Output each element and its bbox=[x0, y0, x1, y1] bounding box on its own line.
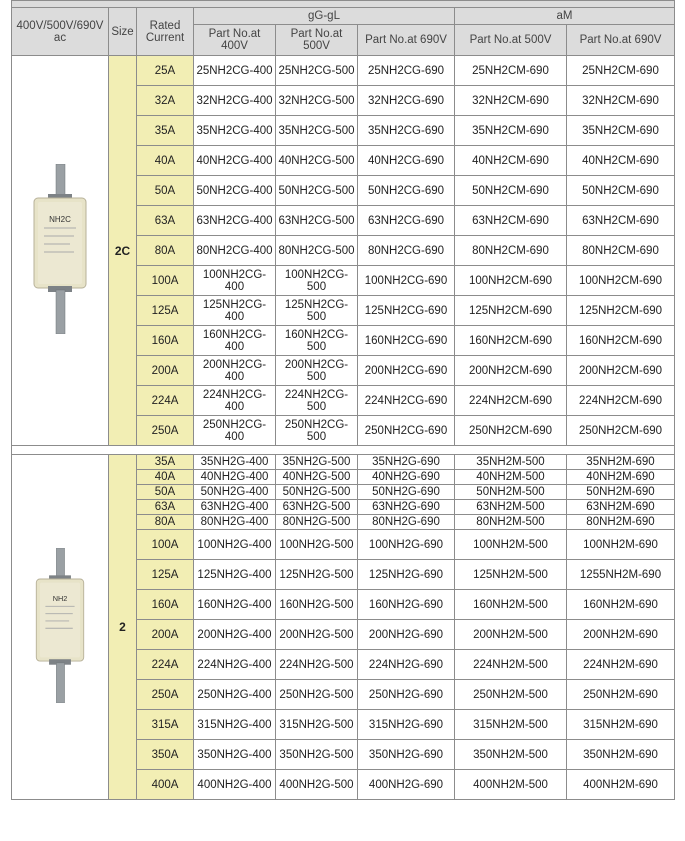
gg-500v-cell: 50NH2G-500 bbox=[276, 485, 358, 500]
gg-690v-cell: 50NH2CG-690 bbox=[358, 176, 455, 206]
rated-current-cell: 50A bbox=[137, 176, 194, 206]
gg-400v-header: Part No.at 400V bbox=[194, 25, 276, 56]
gg-400v-cell: 100NH2CG- 400 bbox=[194, 266, 276, 296]
gg-690v-cell: 224NH2G-690 bbox=[358, 650, 455, 680]
am-690v-cell: 315NH2M-690 bbox=[567, 710, 675, 740]
am-690v-cell: 200NH2CM-690 bbox=[567, 356, 675, 386]
gg-690v-cell: 250NH2G-690 bbox=[358, 680, 455, 710]
am-690v-cell: 63NH2M-690 bbox=[567, 500, 675, 515]
am-690v-cell: 40NH2CM-690 bbox=[567, 146, 675, 176]
am-500v-header: Part No.at 500V bbox=[455, 25, 567, 56]
gg-690v-cell: 160NH2G-690 bbox=[358, 590, 455, 620]
gg-500v-cell: 200NH2CG- 500 bbox=[276, 356, 358, 386]
am-500v-cell: 80NH2CM-690 bbox=[455, 236, 567, 266]
am-500v-cell: 100NH2M-500 bbox=[455, 530, 567, 560]
am-500v-cell: 224NH2M-500 bbox=[455, 650, 567, 680]
rated-current-cell: 224A bbox=[137, 650, 194, 680]
am-690v-header: Part No.at 690V bbox=[567, 25, 675, 56]
gg-400v-cell: 125NH2CG- 400 bbox=[194, 296, 276, 326]
gg-690v-cell: 200NH2G-690 bbox=[358, 620, 455, 650]
am-690v-cell: 80NH2M-690 bbox=[567, 515, 675, 530]
gg-690v-cell: 50NH2G-690 bbox=[358, 485, 455, 500]
rated-current-cell: 200A bbox=[137, 620, 194, 650]
gg-400v-cell: 350NH2G-400 bbox=[194, 740, 276, 770]
rated-current-cell: 350A bbox=[137, 740, 194, 770]
gg-400v-cell: 35NH2G-400 bbox=[194, 455, 276, 470]
gg-400v-cell: 100NH2G-400 bbox=[194, 530, 276, 560]
gg-690v-cell: 125NH2G-690 bbox=[358, 560, 455, 590]
separator-cell bbox=[12, 446, 675, 455]
gg-400v-cell: 25NH2CG-400 bbox=[194, 56, 276, 86]
am-500v-cell: 250NH2M-500 bbox=[455, 680, 567, 710]
am-500v-cell: 200NH2M-500 bbox=[455, 620, 567, 650]
gg-690v-cell: 100NH2G-690 bbox=[358, 530, 455, 560]
am-690v-cell: 40NH2M-690 bbox=[567, 470, 675, 485]
rated-current-cell: 35A bbox=[137, 116, 194, 146]
rated-current-cell: 250A bbox=[137, 416, 194, 446]
gg-400v-cell: 250NH2G-400 bbox=[194, 680, 276, 710]
am-690v-cell: 100NH2M-690 bbox=[567, 530, 675, 560]
am-500v-cell: 200NH2CM-690 bbox=[455, 356, 567, 386]
gg-400v-cell: 224NH2CG- 400 bbox=[194, 386, 276, 416]
rated-current-cell: 80A bbox=[137, 236, 194, 266]
am-690v-cell: 25NH2CM-690 bbox=[567, 56, 675, 86]
gg-500v-cell: 315NH2G-500 bbox=[276, 710, 358, 740]
gg-400v-cell: 160NH2G-400 bbox=[194, 590, 276, 620]
gg-690v-cell: 200NH2CG-690 bbox=[358, 356, 455, 386]
gg-500v-cell: 25NH2CG-500 bbox=[276, 56, 358, 86]
gg-group-header: gG-gL bbox=[194, 8, 455, 25]
am-690v-cell: 50NH2M-690 bbox=[567, 485, 675, 500]
gg-500v-cell: 200NH2G-500 bbox=[276, 620, 358, 650]
gg-500v-cell: 63NH2CG-500 bbox=[276, 206, 358, 236]
am-690v-cell: 63NH2CM-690 bbox=[567, 206, 675, 236]
gg-690v-cell: 250NH2CG-690 bbox=[358, 416, 455, 446]
gg-400v-cell: 125NH2G-400 bbox=[194, 560, 276, 590]
gg-500v-cell: 224NH2CG- 500 bbox=[276, 386, 358, 416]
gg-400v-cell: 50NH2CG-400 bbox=[194, 176, 276, 206]
rated-current-cell: 63A bbox=[137, 206, 194, 236]
am-500v-cell: 160NH2CM-690 bbox=[455, 326, 567, 356]
gg-400v-cell: 315NH2G-400 bbox=[194, 710, 276, 740]
rated-current-cell: 160A bbox=[137, 590, 194, 620]
am-690v-cell: 250NH2M-690 bbox=[567, 680, 675, 710]
am-690v-cell: 1255NH2M-690 bbox=[567, 560, 675, 590]
am-500v-cell: 50NH2CM-690 bbox=[455, 176, 567, 206]
fuse-icon bbox=[30, 164, 90, 334]
gg-500v-cell: 50NH2CG-500 bbox=[276, 176, 358, 206]
gg-500v-cell: 63NH2G-500 bbox=[276, 500, 358, 515]
gg-690v-cell: 80NH2G-690 bbox=[358, 515, 455, 530]
am-690v-cell: 200NH2M-690 bbox=[567, 620, 675, 650]
rated-current-cell: 35A bbox=[137, 455, 194, 470]
gg-690v-header: Part No.at 690V bbox=[358, 25, 455, 56]
gg-690v-cell: 350NH2G-690 bbox=[358, 740, 455, 770]
gg-500v-cell: 40NH2CG-500 bbox=[276, 146, 358, 176]
rated-current-cell: 160A bbox=[137, 326, 194, 356]
gg-400v-cell: 200NH2CG- 400 bbox=[194, 356, 276, 386]
am-500v-cell: 32NH2CM-690 bbox=[455, 86, 567, 116]
fuse-icon bbox=[30, 548, 90, 703]
gg-500v-cell: 100NH2G-500 bbox=[276, 530, 358, 560]
am-500v-cell: 25NH2CM-690 bbox=[455, 56, 567, 86]
header-top-cell bbox=[12, 1, 675, 8]
gg-400v-cell: 50NH2G-400 bbox=[194, 485, 276, 500]
am-500v-cell: 125NH2M-500 bbox=[455, 560, 567, 590]
fuse-image bbox=[12, 455, 109, 800]
gg-500v-cell: 100NH2CG- 500 bbox=[276, 266, 358, 296]
gg-500v-cell: 125NH2CG- 500 bbox=[276, 296, 358, 326]
size-cell: 2C bbox=[109, 56, 137, 446]
header-top-line bbox=[12, 1, 675, 8]
header-row-1 bbox=[12, 8, 675, 25]
am-690v-cell: 100NH2CM-690 bbox=[567, 266, 675, 296]
gg-500v-header: Part No.at 500V bbox=[276, 25, 358, 56]
am-690v-cell: 80NH2CM-690 bbox=[567, 236, 675, 266]
gg-400v-cell: 160NH2CG- 400 bbox=[194, 326, 276, 356]
size-cell: 2 bbox=[109, 455, 137, 800]
gg-500v-cell: 35NH2CG-500 bbox=[276, 116, 358, 146]
gg-500v-cell: 250NH2CG- 500 bbox=[276, 416, 358, 446]
am-500v-cell: 100NH2CM-690 bbox=[455, 266, 567, 296]
table-row bbox=[12, 455, 675, 470]
table-row bbox=[12, 56, 675, 86]
rated-current-cell: 250A bbox=[137, 680, 194, 710]
gg-400v-cell: 63NH2CG-400 bbox=[194, 206, 276, 236]
svg-text:NH2: NH2 bbox=[52, 593, 68, 603]
gg-400v-cell: 40NH2G-400 bbox=[194, 470, 276, 485]
gg-400v-cell: 80NH2G-400 bbox=[194, 515, 276, 530]
am-500v-cell: 160NH2M-500 bbox=[455, 590, 567, 620]
gg-690v-cell: 125NH2CG-690 bbox=[358, 296, 455, 326]
am-500v-cell: 63NH2M-500 bbox=[455, 500, 567, 515]
rated-current-cell: 80A bbox=[137, 515, 194, 530]
gg-400v-cell: 80NH2CG-400 bbox=[194, 236, 276, 266]
gg-690v-cell: 40NH2CG-690 bbox=[358, 146, 455, 176]
am-500v-cell: 35NH2CM-690 bbox=[455, 116, 567, 146]
gg-500v-cell: 35NH2G-500 bbox=[276, 455, 358, 470]
gg-400v-cell: 40NH2CG-400 bbox=[194, 146, 276, 176]
rated-current-cell: 100A bbox=[137, 266, 194, 296]
gg-400v-cell: 32NH2CG-400 bbox=[194, 86, 276, 116]
fuse-part-table bbox=[11, 0, 675, 800]
rated-current-cell: 400A bbox=[137, 770, 194, 800]
gg-690v-cell: 63NH2CG-690 bbox=[358, 206, 455, 236]
fuse-table-container bbox=[11, 0, 674, 800]
rated-current-cell: 25A bbox=[137, 56, 194, 86]
gg-400v-cell: 200NH2G-400 bbox=[194, 620, 276, 650]
gg-400v-cell: 250NH2CG- 400 bbox=[194, 416, 276, 446]
rated-current-cell: 224A bbox=[137, 386, 194, 416]
am-500v-cell: 40NH2M-500 bbox=[455, 470, 567, 485]
am-690v-cell: 350NH2M-690 bbox=[567, 740, 675, 770]
rated-current-header: Rated Current bbox=[137, 8, 194, 56]
am-690v-cell: 224NH2M-690 bbox=[567, 650, 675, 680]
am-500v-cell: 224NH2CM-690 bbox=[455, 386, 567, 416]
gg-690v-cell: 100NH2CG-690 bbox=[358, 266, 455, 296]
gg-500v-cell: 250NH2G-500 bbox=[276, 680, 358, 710]
gg-400v-cell: 63NH2G-400 bbox=[194, 500, 276, 515]
gg-690v-cell: 80NH2CG-690 bbox=[358, 236, 455, 266]
gg-500v-cell: 224NH2G-500 bbox=[276, 650, 358, 680]
am-690v-cell: 224NH2CM-690 bbox=[567, 386, 675, 416]
am-500v-cell: 315NH2M-500 bbox=[455, 710, 567, 740]
rated-current-cell: 125A bbox=[137, 296, 194, 326]
rated-current-cell: 40A bbox=[137, 146, 194, 176]
am-690v-cell: 50NH2CM-690 bbox=[567, 176, 675, 206]
am-500v-cell: 250NH2CM-690 bbox=[455, 416, 567, 446]
gg-690v-cell: 315NH2G-690 bbox=[358, 710, 455, 740]
rated-current-cell: 50A bbox=[137, 485, 194, 500]
gg-690v-cell: 35NH2G-690 bbox=[358, 455, 455, 470]
fuse-image bbox=[12, 56, 109, 446]
rated-current-cell: 63A bbox=[137, 500, 194, 515]
am-690v-cell: 160NH2CM-690 bbox=[567, 326, 675, 356]
gg-500v-cell: 125NH2G-500 bbox=[276, 560, 358, 590]
gg-690v-cell: 35NH2CG-690 bbox=[358, 116, 455, 146]
am-500v-cell: 40NH2CM-690 bbox=[455, 146, 567, 176]
gg-500v-cell: 350NH2G-500 bbox=[276, 740, 358, 770]
gg-500v-cell: 40NH2G-500 bbox=[276, 470, 358, 485]
am-690v-cell: 125NH2CM-690 bbox=[567, 296, 675, 326]
gg-500v-cell: 160NH2CG- 500 bbox=[276, 326, 358, 356]
gg-400v-cell: 224NH2G-400 bbox=[194, 650, 276, 680]
size-header: Size bbox=[109, 8, 137, 56]
am-500v-cell: 50NH2M-500 bbox=[455, 485, 567, 500]
gg-690v-cell: 400NH2G-690 bbox=[358, 770, 455, 800]
rated-current-cell: 315A bbox=[137, 710, 194, 740]
gg-690v-cell: 160NH2CG-690 bbox=[358, 326, 455, 356]
gg-500v-cell: 160NH2G-500 bbox=[276, 590, 358, 620]
rated-current-cell: 125A bbox=[137, 560, 194, 590]
am-690v-cell: 400NH2M-690 bbox=[567, 770, 675, 800]
rated-current-cell: 100A bbox=[137, 530, 194, 560]
gg-500v-cell: 80NH2G-500 bbox=[276, 515, 358, 530]
am-690v-cell: 35NH2CM-690 bbox=[567, 116, 675, 146]
gg-500v-cell: 80NH2CG-500 bbox=[276, 236, 358, 266]
gg-500v-cell: 32NH2CG-500 bbox=[276, 86, 358, 116]
am-500v-cell: 80NH2M-500 bbox=[455, 515, 567, 530]
am-500v-cell: 125NH2CM-690 bbox=[455, 296, 567, 326]
svg-text:NH2C: NH2C bbox=[49, 215, 71, 224]
gg-690v-cell: 224NH2CG-690 bbox=[358, 386, 455, 416]
am-500v-cell: 35NH2M-500 bbox=[455, 455, 567, 470]
rated-current-cell: 200A bbox=[137, 356, 194, 386]
gg-400v-cell: 400NH2G-400 bbox=[194, 770, 276, 800]
voltage-header: 400V/500V/690V ac bbox=[12, 8, 109, 56]
gg-690v-cell: 63NH2G-690 bbox=[358, 500, 455, 515]
gg-400v-cell: 35NH2CG-400 bbox=[194, 116, 276, 146]
am-500v-cell: 63NH2CM-690 bbox=[455, 206, 567, 236]
table-body bbox=[12, 56, 675, 800]
am-690v-cell: 32NH2CM-690 bbox=[567, 86, 675, 116]
am-500v-cell: 400NH2M-500 bbox=[455, 770, 567, 800]
am-690v-cell: 250NH2CM-690 bbox=[567, 416, 675, 446]
table-header bbox=[12, 1, 675, 56]
rated-current-cell: 32A bbox=[137, 86, 194, 116]
gg-500v-cell: 400NH2G-500 bbox=[276, 770, 358, 800]
gg-690v-cell: 32NH2CG-690 bbox=[358, 86, 455, 116]
group-separator bbox=[12, 446, 675, 455]
am-690v-cell: 160NH2M-690 bbox=[567, 590, 675, 620]
gg-690v-cell: 40NH2G-690 bbox=[358, 470, 455, 485]
rated-current-cell: 40A bbox=[137, 470, 194, 485]
am-group-header: aM bbox=[455, 8, 675, 25]
am-690v-cell: 35NH2M-690 bbox=[567, 455, 675, 470]
am-500v-cell: 350NH2M-500 bbox=[455, 740, 567, 770]
gg-690v-cell: 25NH2CG-690 bbox=[358, 56, 455, 86]
